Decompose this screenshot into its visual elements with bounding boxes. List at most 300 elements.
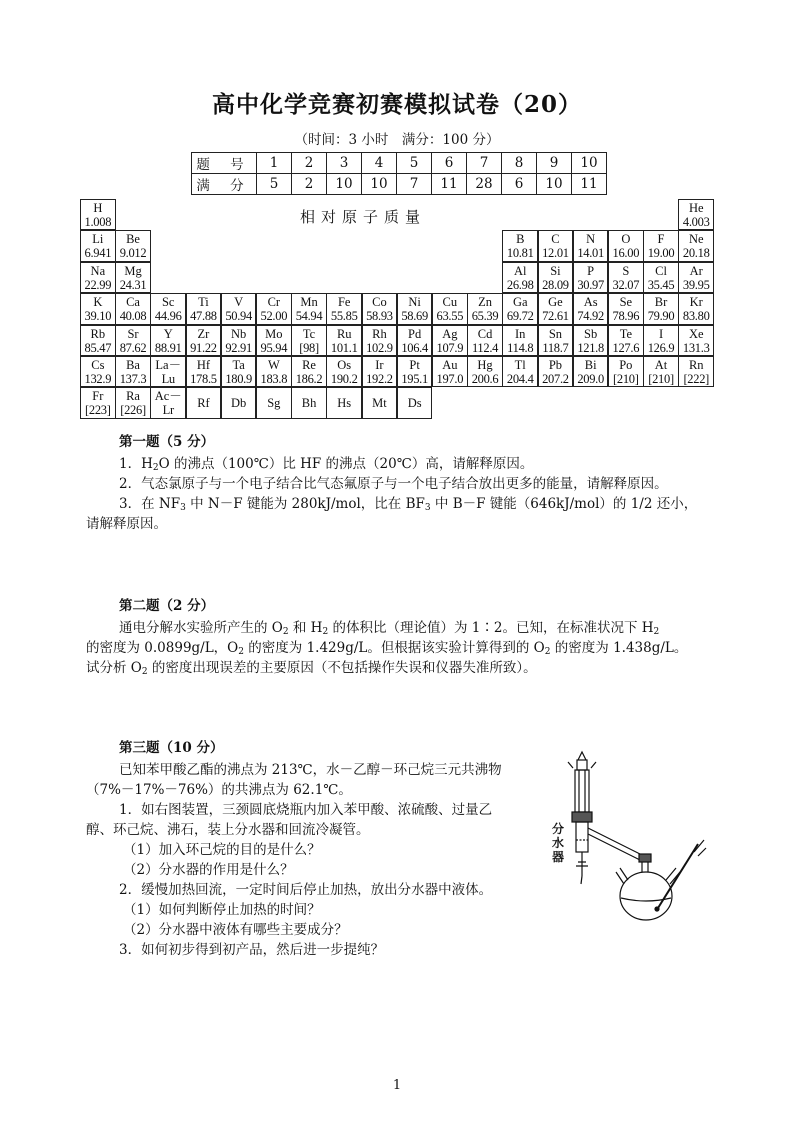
element-symbol: Y bbox=[163, 326, 173, 341]
element-symbol: La－ bbox=[155, 358, 182, 372]
element-mass: 180.9 bbox=[225, 372, 252, 386]
question-3 bbox=[86, 738, 556, 960]
element-symbol: Ac－ bbox=[154, 389, 182, 404]
element-mass: 127.6 bbox=[612, 340, 640, 355]
element-cell bbox=[186, 293, 222, 324]
element-symbol: Pb bbox=[548, 358, 563, 372]
element-symbol: Al bbox=[513, 263, 527, 278]
element-mass: 204.4 bbox=[506, 372, 534, 386]
element-mass: 102.9 bbox=[366, 340, 393, 355]
element-mass: 112.4 bbox=[471, 340, 499, 355]
element-cell bbox=[538, 293, 574, 324]
question-points: 10 bbox=[327, 174, 362, 195]
element-cell bbox=[678, 230, 714, 261]
question-3-line-7: 2．缓慢加热回流，一定时间后停止加热，放出分水器中液体。 bbox=[119, 882, 493, 898]
flask-left-neck bbox=[616, 868, 628, 884]
element-mass: 178.5 bbox=[190, 372, 217, 386]
element-mass: [226] bbox=[120, 403, 146, 418]
element-symbol: Ti bbox=[198, 295, 209, 310]
element-symbol: As bbox=[583, 295, 598, 310]
reflux-condenser bbox=[575, 770, 589, 812]
element-mass: 19.00 bbox=[647, 246, 675, 261]
question-3-line-3: 1．如右图装置，三颈圆底烧瓶内加入苯甲酸、浓硫酸、过量乙 bbox=[119, 802, 493, 818]
element-cell bbox=[573, 262, 609, 293]
element-symbol: Cu bbox=[442, 295, 458, 310]
element-cell bbox=[326, 356, 362, 387]
element-cell bbox=[80, 293, 116, 324]
element-mass: [210] bbox=[648, 372, 674, 386]
separator-side-arm bbox=[588, 828, 644, 861]
element-symbol: Mt bbox=[372, 396, 387, 411]
question-points: 10 bbox=[537, 174, 572, 195]
element-cell bbox=[608, 356, 644, 387]
score-table bbox=[191, 152, 607, 195]
question-3-line-10: 3．如何初步得到初产品，然后进一步提纯？ bbox=[119, 942, 385, 958]
element-mass: 6.941 bbox=[84, 246, 112, 261]
element-cell bbox=[643, 262, 679, 293]
element-symbol: Fr bbox=[92, 389, 104, 404]
element-cell bbox=[115, 230, 151, 261]
element-symbol: Mn bbox=[300, 295, 318, 310]
element-symbol: F bbox=[657, 232, 665, 247]
element-mass: 55.85 bbox=[330, 309, 358, 324]
element-symbol: Ne bbox=[688, 232, 704, 247]
element-symbol: C bbox=[551, 232, 560, 247]
element-cell bbox=[643, 325, 679, 356]
element-symbol: I bbox=[658, 326, 664, 341]
element-cell bbox=[432, 356, 468, 387]
element-mass: 186.2 bbox=[295, 372, 323, 386]
element-symbol: Rh bbox=[372, 326, 387, 341]
element-symbol: Os bbox=[337, 358, 352, 372]
element-mass: 35.45 bbox=[647, 277, 675, 292]
element-symbol: Ba bbox=[126, 358, 140, 372]
question-1-item-3-cont: 请解释原因。 bbox=[86, 516, 167, 532]
question-1 bbox=[86, 432, 726, 534]
element-mass: 192.2 bbox=[366, 372, 393, 386]
element-mass: [222] bbox=[683, 372, 710, 386]
element-mass: 197.0 bbox=[436, 372, 464, 386]
question-number: 6 bbox=[432, 153, 467, 174]
element-cell bbox=[608, 230, 644, 261]
element-symbol: Cr bbox=[267, 295, 281, 310]
element-symbol: Cl bbox=[655, 263, 667, 278]
question-points: 5 bbox=[257, 174, 292, 195]
condenser-stopper bbox=[578, 752, 586, 760]
element-symbol: Sn bbox=[548, 326, 563, 341]
element-symbol: Re bbox=[302, 358, 316, 372]
element-cell bbox=[186, 356, 222, 387]
element-cell bbox=[573, 293, 609, 324]
points-row-label: 满 分 bbox=[192, 174, 257, 195]
element-mass: 39.95 bbox=[682, 277, 710, 292]
page-title: 高中化学竞赛初赛模拟试卷（20） bbox=[211, 91, 582, 118]
question-number: 8 bbox=[502, 153, 537, 174]
question-1-item-1: 1．$H_2O$ 的沸点（100℃）比 HF 的沸点（20℃）高，请解释原因。 bbox=[119, 456, 534, 473]
element-symbol: Cs bbox=[91, 358, 105, 372]
element-symbol: Se bbox=[619, 295, 633, 310]
element-symbol: S bbox=[622, 263, 630, 278]
element-mass: 72.61 bbox=[542, 309, 569, 324]
element-symbol: Po bbox=[619, 358, 633, 372]
element-symbol: Hs bbox=[337, 396, 352, 411]
element-symbol: Pd bbox=[408, 326, 422, 341]
question-number: 10 bbox=[572, 153, 607, 174]
question-1-item-2: 2．气态氯原子与一个电子结合比气态氟原子与一个电子结合放出更多的能量，请解释原因。 bbox=[119, 476, 668, 492]
question-points: 2 bbox=[292, 174, 327, 195]
element-cell bbox=[467, 325, 503, 356]
element-mass: 58.93 bbox=[366, 309, 393, 324]
question-number: 9 bbox=[537, 153, 572, 174]
element-cell bbox=[256, 387, 292, 418]
element-mass: 40.08 bbox=[119, 309, 147, 324]
element-symbol: Cd bbox=[477, 326, 493, 341]
element-cell bbox=[115, 325, 151, 356]
element-mass: [98] bbox=[299, 340, 319, 355]
question-3-line-2: （7%－17%－76%）的共沸点为 62.1℃。 bbox=[86, 782, 352, 798]
element-symbol: Zr bbox=[197, 326, 210, 341]
element-cell bbox=[467, 293, 503, 324]
element-mass: 39.10 bbox=[84, 309, 112, 324]
element-cell bbox=[608, 262, 644, 293]
element-cell bbox=[256, 356, 292, 387]
element-symbol: Ga bbox=[512, 295, 528, 310]
question-number: 7 bbox=[467, 153, 502, 174]
question-3-line-9: （2）分水器中液体有哪些主要成分？ bbox=[123, 922, 348, 938]
water-separator-label: 分水器 bbox=[552, 822, 565, 864]
element-cell bbox=[326, 387, 362, 418]
element-mass: 195.1 bbox=[401, 372, 428, 386]
question-2-line-1: 通电分解水实验所产生的 $O_2$ 和 $H_2$ 的体积比（理论值）为 1∶2。已知，在标准状况下 $H_2$ bbox=[119, 620, 660, 637]
element-cell bbox=[678, 199, 714, 230]
element-symbol: Pt bbox=[409, 358, 420, 372]
element-symbol: Nb bbox=[231, 326, 247, 341]
element-mass: 79.90 bbox=[647, 309, 675, 324]
question-points: 6 bbox=[502, 174, 537, 195]
thermometer bbox=[658, 844, 698, 908]
element-mass: 209.0 bbox=[577, 372, 604, 386]
question-number: 3 bbox=[327, 153, 362, 174]
element-mass: 121.8 bbox=[577, 340, 604, 355]
element-cell bbox=[80, 199, 116, 230]
element-mass: 83.80 bbox=[682, 309, 710, 324]
element-symbol: Ra bbox=[126, 389, 140, 404]
element-symbol: Be bbox=[126, 232, 140, 247]
number-row-label: 题 号 bbox=[192, 153, 257, 174]
element-mass: 106.4 bbox=[401, 340, 428, 355]
element-symbol: Rb bbox=[90, 326, 106, 341]
element-cell bbox=[80, 325, 116, 356]
question-points: 11 bbox=[572, 174, 607, 195]
element-symbol: Zn bbox=[478, 295, 492, 310]
element-mass: 107.9 bbox=[436, 340, 464, 355]
element-cell bbox=[678, 356, 714, 387]
element-symbol: Ge bbox=[548, 295, 563, 310]
element-mass: 24.31 bbox=[119, 277, 147, 292]
element-mass: 52.00 bbox=[260, 309, 288, 324]
element-mass: 85.47 bbox=[84, 340, 112, 355]
element-mass: 58.69 bbox=[401, 309, 428, 324]
question-3-line-6: （2）分水器的作用是什么？ bbox=[123, 862, 294, 878]
periodic-table-title: 相对原子质量 bbox=[300, 208, 427, 226]
question-3-line-8: （1）如何判断停止加热的时间？ bbox=[123, 902, 321, 918]
element-cell bbox=[397, 293, 433, 324]
element-symbol: H bbox=[93, 201, 103, 215]
element-symbol: Si bbox=[550, 263, 561, 278]
element-cell bbox=[115, 387, 151, 418]
element-symbol: Tl bbox=[514, 358, 526, 372]
element-mass: 50.94 bbox=[225, 309, 252, 324]
exam-time-and-score: （时间：3 小时 满分：100 分） bbox=[294, 132, 500, 148]
element-symbol: He bbox=[688, 201, 704, 215]
element-cell bbox=[467, 356, 503, 387]
element-mass: 4.003 bbox=[682, 215, 710, 229]
element-symbol: Sg bbox=[267, 396, 281, 411]
score-table-number-row bbox=[192, 153, 607, 174]
condenser-top-joint bbox=[577, 760, 587, 770]
element-cell bbox=[80, 387, 116, 418]
element-mass: 78.96 bbox=[612, 309, 640, 324]
question-2-line-3: 试分析 $O_2$ 的密度出现误差的主要原因（不包括操作失误和仪器失准所致）。 bbox=[86, 660, 537, 677]
water-separator-body bbox=[576, 822, 588, 852]
element-mass: 28.09 bbox=[542, 277, 569, 292]
element-cell bbox=[150, 325, 186, 356]
element-mass: 131.3 bbox=[682, 340, 710, 355]
element-cell bbox=[432, 325, 468, 356]
flask-center-neck bbox=[639, 854, 651, 862]
element-cell bbox=[80, 230, 116, 261]
score-table-points-row bbox=[192, 174, 607, 195]
element-cell bbox=[397, 325, 433, 356]
element-mass: 207.2 bbox=[542, 372, 569, 386]
element-symbol: Hf bbox=[196, 358, 211, 372]
element-cell bbox=[643, 356, 679, 387]
element-cell bbox=[221, 293, 257, 324]
element-cell bbox=[221, 356, 257, 387]
element-symbol: Ca bbox=[126, 295, 140, 310]
element-symbol: Sr bbox=[127, 326, 139, 341]
question-1-heading: 第一题（5 分） bbox=[119, 434, 215, 450]
element-symbol: Fe bbox=[337, 295, 351, 310]
element-cell bbox=[397, 356, 433, 387]
element-cell bbox=[291, 356, 327, 387]
element-cell bbox=[573, 230, 609, 261]
element-cell bbox=[186, 387, 222, 418]
element-mass: 92.91 bbox=[225, 340, 252, 355]
element-symbol: Li bbox=[92, 232, 104, 247]
element-symbol: N bbox=[586, 232, 596, 247]
element-cell bbox=[291, 293, 327, 324]
question-3-line-5: （1）加入环己烷的目的是什么？ bbox=[123, 842, 321, 858]
element-symbol: Ta bbox=[232, 358, 245, 372]
element-symbol: Ar bbox=[689, 263, 703, 278]
element-symbol: Kr bbox=[689, 295, 703, 310]
element-cell bbox=[608, 293, 644, 324]
element-mass: 200.6 bbox=[471, 372, 499, 386]
element-mass: 87.62 bbox=[119, 340, 147, 355]
element-cell bbox=[256, 325, 292, 356]
element-mass: 12.01 bbox=[542, 246, 569, 261]
element-mass: 1.008 bbox=[84, 215, 112, 229]
element-symbol: Au bbox=[442, 358, 458, 372]
question-3-line-1: 已知苯甲酸乙酯的沸点为 213℃，水－乙醇－环己烷三元共沸物 bbox=[119, 762, 502, 778]
element-mass: 101.1 bbox=[330, 340, 358, 355]
element-symbol: Rf bbox=[197, 396, 210, 411]
element-cell bbox=[362, 356, 398, 387]
element-mass: 47.88 bbox=[190, 309, 217, 324]
element-cell bbox=[643, 230, 679, 261]
element-cell bbox=[502, 293, 538, 324]
element-cell bbox=[150, 387, 186, 418]
element-mass: 32.07 bbox=[612, 277, 640, 292]
element-mass: 137.3 bbox=[119, 372, 147, 386]
element-mass: 44.96 bbox=[154, 309, 182, 324]
question-number: 2 bbox=[292, 153, 327, 174]
element-range-end: Lr bbox=[162, 403, 174, 418]
element-symbol: Bh bbox=[301, 396, 317, 411]
element-mass: 20.18 bbox=[682, 246, 710, 261]
element-mass: 9.012 bbox=[119, 246, 147, 261]
element-mass: 10.81 bbox=[506, 246, 534, 261]
element-cell bbox=[538, 262, 574, 293]
element-symbol: Te bbox=[619, 326, 632, 341]
element-mass: 95.94 bbox=[260, 340, 288, 355]
element-cell bbox=[573, 325, 609, 356]
element-mass: 190.2 bbox=[330, 372, 358, 386]
element-cell bbox=[432, 293, 468, 324]
separator-joint bbox=[572, 812, 592, 822]
element-cell bbox=[678, 325, 714, 356]
element-symbol: Tc bbox=[302, 326, 316, 341]
element-symbol: Mg bbox=[124, 263, 142, 278]
element-cell bbox=[362, 387, 398, 418]
element-cell bbox=[221, 387, 257, 418]
element-mass: [223] bbox=[85, 403, 111, 418]
element-cell bbox=[678, 293, 714, 324]
question-2 bbox=[86, 596, 726, 678]
element-symbol: B bbox=[516, 232, 525, 247]
element-cell bbox=[150, 293, 186, 324]
element-symbol: Db bbox=[231, 396, 247, 411]
element-symbol: Sb bbox=[584, 326, 598, 341]
element-cell bbox=[678, 262, 714, 293]
element-symbol: K bbox=[93, 295, 103, 310]
element-cell bbox=[115, 293, 151, 324]
reflux-apparatus-diagram bbox=[548, 748, 708, 928]
question-3-line-4: 醇、环己烷、沸石，装上分水器和回流冷凝管。 bbox=[86, 822, 370, 838]
element-symbol: Ni bbox=[408, 295, 421, 310]
element-cell bbox=[502, 230, 538, 261]
element-symbol: Sc bbox=[161, 295, 175, 310]
element-mass: 114.8 bbox=[507, 340, 534, 355]
element-cell bbox=[538, 325, 574, 356]
question-number: 4 bbox=[362, 153, 397, 174]
element-cell bbox=[538, 356, 574, 387]
element-symbol: V bbox=[234, 295, 244, 310]
element-cell bbox=[80, 356, 116, 387]
element-symbol: Rn bbox=[688, 358, 704, 372]
question-number: 5 bbox=[397, 153, 432, 174]
element-cell bbox=[115, 356, 151, 387]
question-points: 10 bbox=[362, 174, 397, 195]
element-symbol: Na bbox=[90, 263, 106, 278]
element-cell bbox=[502, 325, 538, 356]
element-mass: 69.72 bbox=[506, 309, 534, 324]
question-number: 1 bbox=[257, 153, 292, 174]
element-cell bbox=[326, 325, 362, 356]
question-2-line-2: 的密度为 0.0899g/L，$O_2$ 的密度为 1.429g/L。但根据该实验计算得到的 $O_2$ 的密度为 1.438g/L。 bbox=[86, 640, 688, 657]
element-mass: 91.22 bbox=[190, 340, 217, 355]
element-mass: 183.8 bbox=[260, 372, 288, 386]
element-symbol: Co bbox=[372, 295, 387, 310]
element-cell bbox=[326, 293, 362, 324]
element-mass: 30.97 bbox=[577, 277, 604, 292]
element-cell bbox=[186, 325, 222, 356]
element-cell bbox=[502, 262, 538, 293]
element-cell bbox=[362, 325, 398, 356]
element-cell bbox=[643, 293, 679, 324]
element-symbol: O bbox=[621, 232, 631, 247]
question-3-heading: 第三题（10 分） bbox=[119, 740, 224, 756]
element-cell bbox=[608, 325, 644, 356]
element-symbol: Hg bbox=[477, 358, 493, 372]
question-points: 7 bbox=[397, 174, 432, 195]
element-mass: 14.01 bbox=[577, 246, 604, 261]
element-cell bbox=[291, 387, 327, 418]
element-cell bbox=[150, 356, 186, 387]
question-points: 11 bbox=[432, 174, 467, 195]
element-symbol: Ds bbox=[407, 396, 422, 411]
element-cell bbox=[221, 325, 257, 356]
question-2-heading: 第二题（2 分） bbox=[119, 598, 215, 614]
element-cell bbox=[362, 293, 398, 324]
element-cell bbox=[502, 356, 538, 387]
element-mass: 26.98 bbox=[506, 277, 534, 292]
element-cell bbox=[397, 387, 433, 418]
element-symbol: In bbox=[515, 326, 526, 341]
element-cell bbox=[80, 262, 116, 293]
element-mass: 132.9 bbox=[84, 372, 112, 386]
element-symbol: Xe bbox=[688, 326, 704, 341]
element-cell bbox=[573, 356, 609, 387]
element-symbol: Bi bbox=[584, 358, 597, 372]
element-mass: 126.9 bbox=[647, 340, 675, 355]
page-number: 1 bbox=[392, 1078, 402, 1093]
element-symbol: P bbox=[587, 263, 595, 278]
element-symbol: Br bbox=[654, 295, 668, 310]
element-mass: 74.92 bbox=[577, 309, 604, 324]
element-cell bbox=[291, 325, 327, 356]
element-symbol: Ag bbox=[442, 326, 458, 341]
element-mass: 16.00 bbox=[612, 246, 640, 261]
element-mass: 54.94 bbox=[295, 309, 323, 324]
element-cell bbox=[115, 262, 151, 293]
element-mass: 22.99 bbox=[84, 277, 112, 292]
element-symbol: W bbox=[267, 358, 280, 372]
element-symbol: Mo bbox=[265, 326, 283, 341]
element-symbol: Ru bbox=[336, 326, 352, 341]
periodic-table bbox=[80, 199, 714, 418]
element-cell bbox=[538, 230, 574, 261]
element-range-end: Lu bbox=[161, 372, 175, 386]
element-cell bbox=[256, 293, 292, 324]
element-symbol: Ir bbox=[375, 358, 384, 372]
element-mass: 65.39 bbox=[471, 309, 499, 324]
element-mass: [210] bbox=[613, 372, 639, 386]
question-1-item-3: 3．在 $NF_3$ 中 N－F 键能为 280kJ/mol，比在 $BF_3$ 中 B－F 键能（646kJ/mol）的 1/2 还小， bbox=[119, 496, 698, 513]
question-points: 28 bbox=[467, 174, 502, 195]
element-mass: 118.7 bbox=[542, 340, 569, 355]
